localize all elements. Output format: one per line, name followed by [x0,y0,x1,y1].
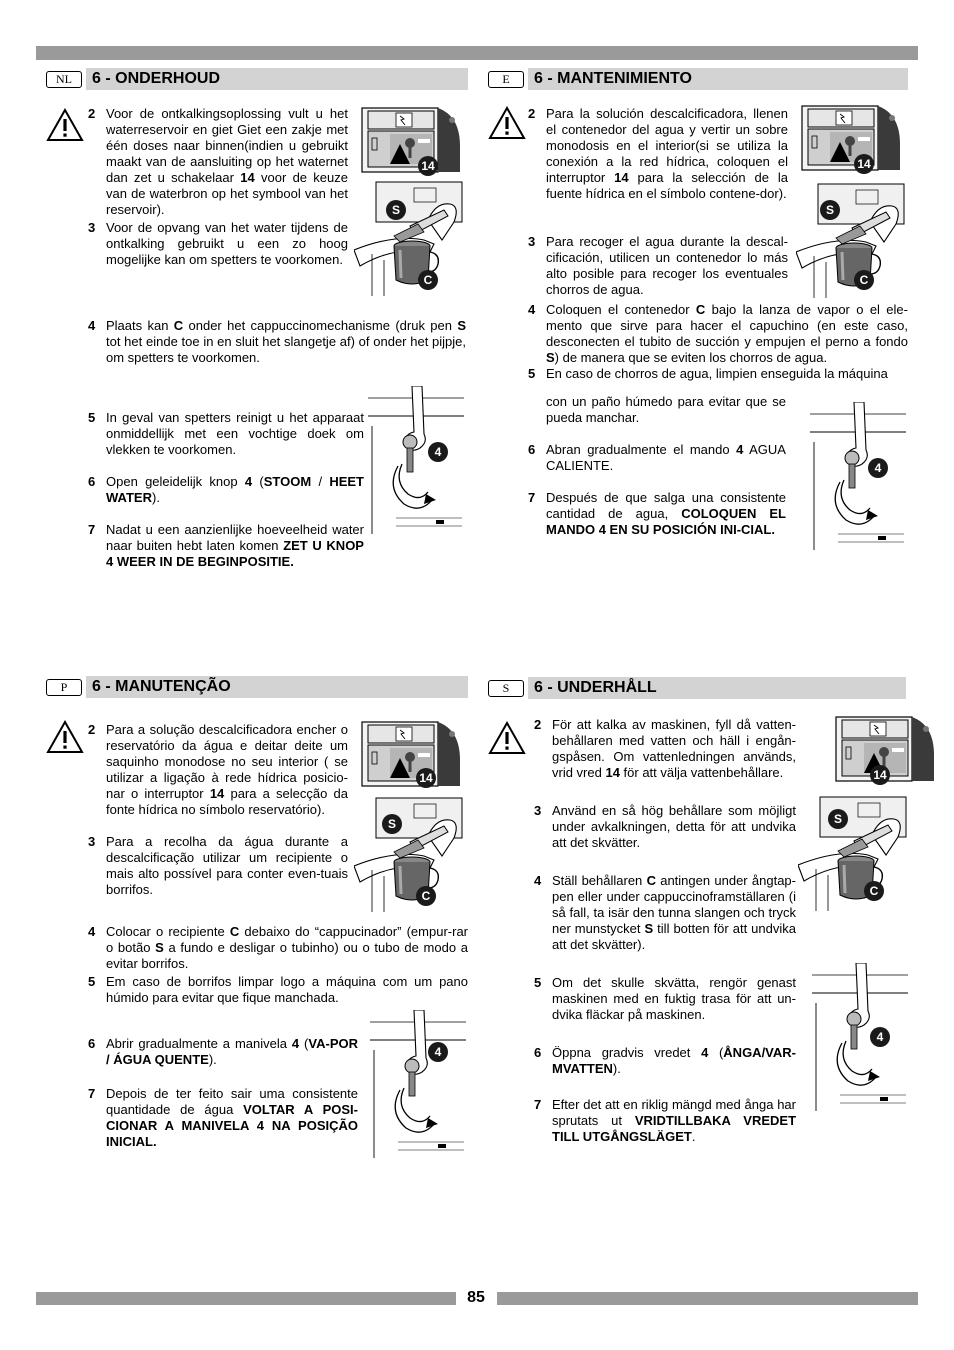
steam-knob-figure [808,402,908,550]
step-number: 6 [528,442,536,457]
step-text: Después de que salga una consistente cantidad de agua, COLOQUEN EL MANDO 4 EN SU POSICIÓN INI-CIAL. [546,490,786,537]
warning-icon [488,106,526,140]
top-rule [36,46,918,60]
steam-wand-container-figure-drawing [796,182,906,298]
page-number: 85 [467,1289,485,1306]
step-number: 7 [88,1086,96,1101]
callout-label-knob: 4 [870,1027,890,1047]
instruction-step [528,106,788,202]
steam-knob-figure [368,1010,468,1158]
instruction-step [88,974,468,1006]
step-text: Em caso de borrifos limpar logo a máquina com um pano húmido para evitar que fique manchada. [106,974,468,1005]
step-number: 4 [534,873,542,888]
water-source-switch-figure-drawing [360,106,460,174]
language-badge: S [488,680,524,697]
step-number: 2 [528,106,536,121]
step-text: Open geleidelijk knop 4 (STOOM / HEET WATER). [106,474,364,505]
step-number: 4 [88,318,96,333]
step-number: 5 [534,975,542,990]
instruction-step [546,394,786,426]
step-number: 6 [534,1045,542,1060]
callout-label-switch: 14 [416,768,436,788]
step-text: Nadat u een aanzienlijke hoeveelheid water naar buiten hebt laten komen ZET U KNOP 4 WEER IN DE BEGINPOSITIE. [106,522,364,569]
step-number: 3 [88,834,96,849]
step-text: Abran gradualmente el mando 4 AGUA CALIENTE. [546,442,786,473]
instruction-step [88,106,348,218]
steam-knob-figure [810,963,910,1111]
water-source-switch-figure-drawing [360,720,460,788]
step-number: 2 [534,717,542,732]
step-number: 5 [528,366,536,381]
step-text: Öppna gradvis vredet 4 (ÅNGA/VAR-MVATTEN). [552,1045,796,1076]
section-e [488,68,912,588]
warning-triangle-icon [488,721,526,755]
step-text: Abrir gradualmente a manivela 4 (VA-POR / ÁGUA QUENTE). [106,1036,358,1067]
step-text: Plaats kan C onder het cappuccinomechanisme (druk pen S tot het einde toe in en sluit het slangetje af) of onder het pijpje, om spetters te voorkomen. [106,318,466,365]
callout-label-switch: 14 [870,765,890,785]
instruction-step [88,924,468,972]
instruction-step [528,234,788,298]
section-title: 6 - ONDERHOUD [86,68,468,90]
instruction-step [88,474,364,506]
step-number: 7 [534,1097,542,1112]
language-badge: E [488,71,524,88]
steam-knob-figure-drawing [366,386,466,534]
warning-icon [46,108,84,142]
callout-label-pin: S [820,200,840,220]
instruction-step [534,803,796,851]
water-source-switch-figure [360,720,460,788]
step-text: Voor de opvang van het water tijdens de ontkalking gebruikt u een zo hoog mogelijke kan om spetters te voorkomen. [106,220,348,267]
steam-wand-container-figure [354,796,464,912]
steam-knob-figure-drawing [808,402,908,550]
warning-icon [488,721,526,755]
instruction-step [528,366,908,382]
step-number: 4 [528,302,536,317]
warning-icon [46,720,84,754]
instruction-step [88,220,348,268]
steam-wand-container-figure-drawing [354,796,464,912]
callout-label-knob: 4 [428,1042,448,1062]
instruction-step [534,1097,797,1145]
step-text: Para a recolha da água durante a descalcificação utilizar um recipiente o mais alto possível para conter even-tuais borrifos. [106,834,348,897]
callout-label-switch: 14 [854,154,874,174]
instruction-step [534,873,796,953]
steam-wand-container-figure-drawing [798,795,908,911]
footer-rule-right [497,1292,918,1305]
instruction-step [88,522,364,570]
step-number: 7 [528,490,536,505]
step-text: Om det skulle skvätta, rengör genast maskinen med en fuktig trasa för att un-dvika fläckar på maskinen. [552,975,796,1022]
instruction-step [528,442,786,474]
callout-label-container: C [418,270,438,290]
step-text: För att kalka av maskinen, fyll då vatten-behållaren med vatten och häll i engån-gspåsen. Om vattenledningen används, vrid vred 14 för att välja vattenbehållare. [552,717,796,780]
water-source-switch-figure-drawing [800,104,900,172]
instruction-step [528,302,908,366]
callout-label-container: C [864,881,884,901]
step-text: Para a solução descalcificadora encher o reservatório da água e deitar deite um saquinho monodose no seu interior ( se utilizar a ligação à rede hídrica posicio-nar o interruptor 14 para a selecção da fonte hídrica no símbolo reservatório). [106,722,349,817]
step-number: 6 [88,1036,96,1051]
instruction-step [88,834,348,898]
step-number: 2 [88,722,96,737]
instruction-step [528,490,786,538]
warning-triangle-icon [488,106,526,140]
instruction-step [534,717,796,781]
step-text: Efter det att en riklig mängd med ånga har sprutats ut VRIDTILLBAKA VREDET TILL UTGÅNGSLÄGET. [552,1097,797,1144]
instruction-step [88,318,466,366]
section-s [488,677,912,1197]
callout-label-knob: 4 [428,442,448,462]
step-text: Para recoger el agua durante la descal-cificación, utilicen un contenedor lo más alto posible para recoger los eventuales chorros de agua. [546,234,788,297]
step-text: En caso de chorros de agua, limpien enseguida la máquina [546,366,888,381]
step-number: 6 [88,474,96,489]
callout-label-container: C [416,886,436,906]
steam-knob-figure-drawing [810,963,910,1111]
water-source-switch-figure [800,104,900,172]
step-number: 7 [88,522,96,537]
warning-triangle-icon [46,108,84,142]
callout-label-pin: S [386,200,406,220]
step-number: 4 [88,924,96,939]
callout-label-knob: 4 [868,458,888,478]
step-number: 3 [528,234,536,249]
steam-wand-container-figure [796,182,906,298]
callout-label-switch: 14 [418,156,438,176]
steam-wand-container-figure [798,795,908,911]
language-badge: P [46,679,82,696]
step-number: 3 [88,220,96,235]
instruction-step [88,1086,358,1150]
section-title: 6 - MANTENIMIENTO [528,68,908,90]
step-text: Coloquen el contenedor C bajo la lanza de vapor o el ele-mento que sirve para hacer el capuchino (en este caso, desconecten el tubito de succión y empujen el perno a fondo S) de manera que se eviten los chorros de agua. [546,302,908,365]
step-number: 5 [88,410,96,425]
section-title: 6 - UNDERHÅLL [528,677,906,699]
step-text: con un paño húmedo para evitar que se pueda manchar. [546,394,786,425]
step-text: Depois de ter feito sair uma consistente quantidade de água VOLTAR A POSI-CIONAR A MANIVELA 4 NA POSIÇÃO INICIAL. [106,1086,358,1149]
steam-knob-figure [366,386,466,534]
instruction-step [534,975,796,1023]
step-number: 2 [88,106,96,121]
callout-label-pin: S [828,809,848,829]
instruction-step [88,410,364,458]
language-badge: NL [46,71,82,88]
warning-triangle-icon [46,720,84,754]
step-text: Använd en så hög behållare som möjligt under avkalkningen, detta för att undvika att det skvätter. [552,803,796,850]
instruction-step [88,722,349,818]
step-number: 5 [88,974,96,989]
section-title: 6 - MANUTENÇÃO [86,676,468,698]
step-text: Colocar o recipiente C debaixo do “cappucinador” (empur-rar o botão S a fundo e desligar o tubinho) ou o tubo de modo a evitar borrifos. [106,924,468,971]
section-nl [46,68,470,588]
steam-wand-container-figure-drawing [354,180,464,296]
step-text: Para la solución descalcificadora, llenen el contenedor del agua y vertir un sobre monodosis en el interior(si se utiliza la conexión a la red hídrica, coloquen el interruptor 14 para la selección de la fuente hídrica en el símbolo contene-dor). [546,106,788,201]
step-text: Voor de ontkalkingsoplossing vult u het waterreservoir en giet Giet een zakje met één doses naar binnen(indien u gebruikt maakt van de aansluiting op het waternet dan zet u schakelaar 14 voor de keuze van de waterbron op het symbool van het reservoir). [106,106,348,217]
water-source-switch-figure [360,106,460,174]
footer-rule-left [36,1292,456,1305]
step-number: 3 [534,803,542,818]
steam-wand-container-figure [354,180,464,296]
step-text: Ställ behållaren C antingen under ångtap-pen eller under cappuccinoframställaren (i så fall, ta isär den tunna slangen och tryck ner munstycket S till botten för att undvika att det skvätter). [552,873,796,952]
steam-knob-figure-drawing [368,1010,468,1158]
step-text: In geval van spetters reinigt u het apparaat onmiddellijk met een vochtige doek om vlekken te voorkomen. [106,410,364,457]
instruction-step [88,1036,358,1068]
instruction-step [534,1045,796,1077]
section-p [46,676,470,1196]
callout-label-container: C [854,270,874,290]
callout-label-pin: S [382,814,402,834]
